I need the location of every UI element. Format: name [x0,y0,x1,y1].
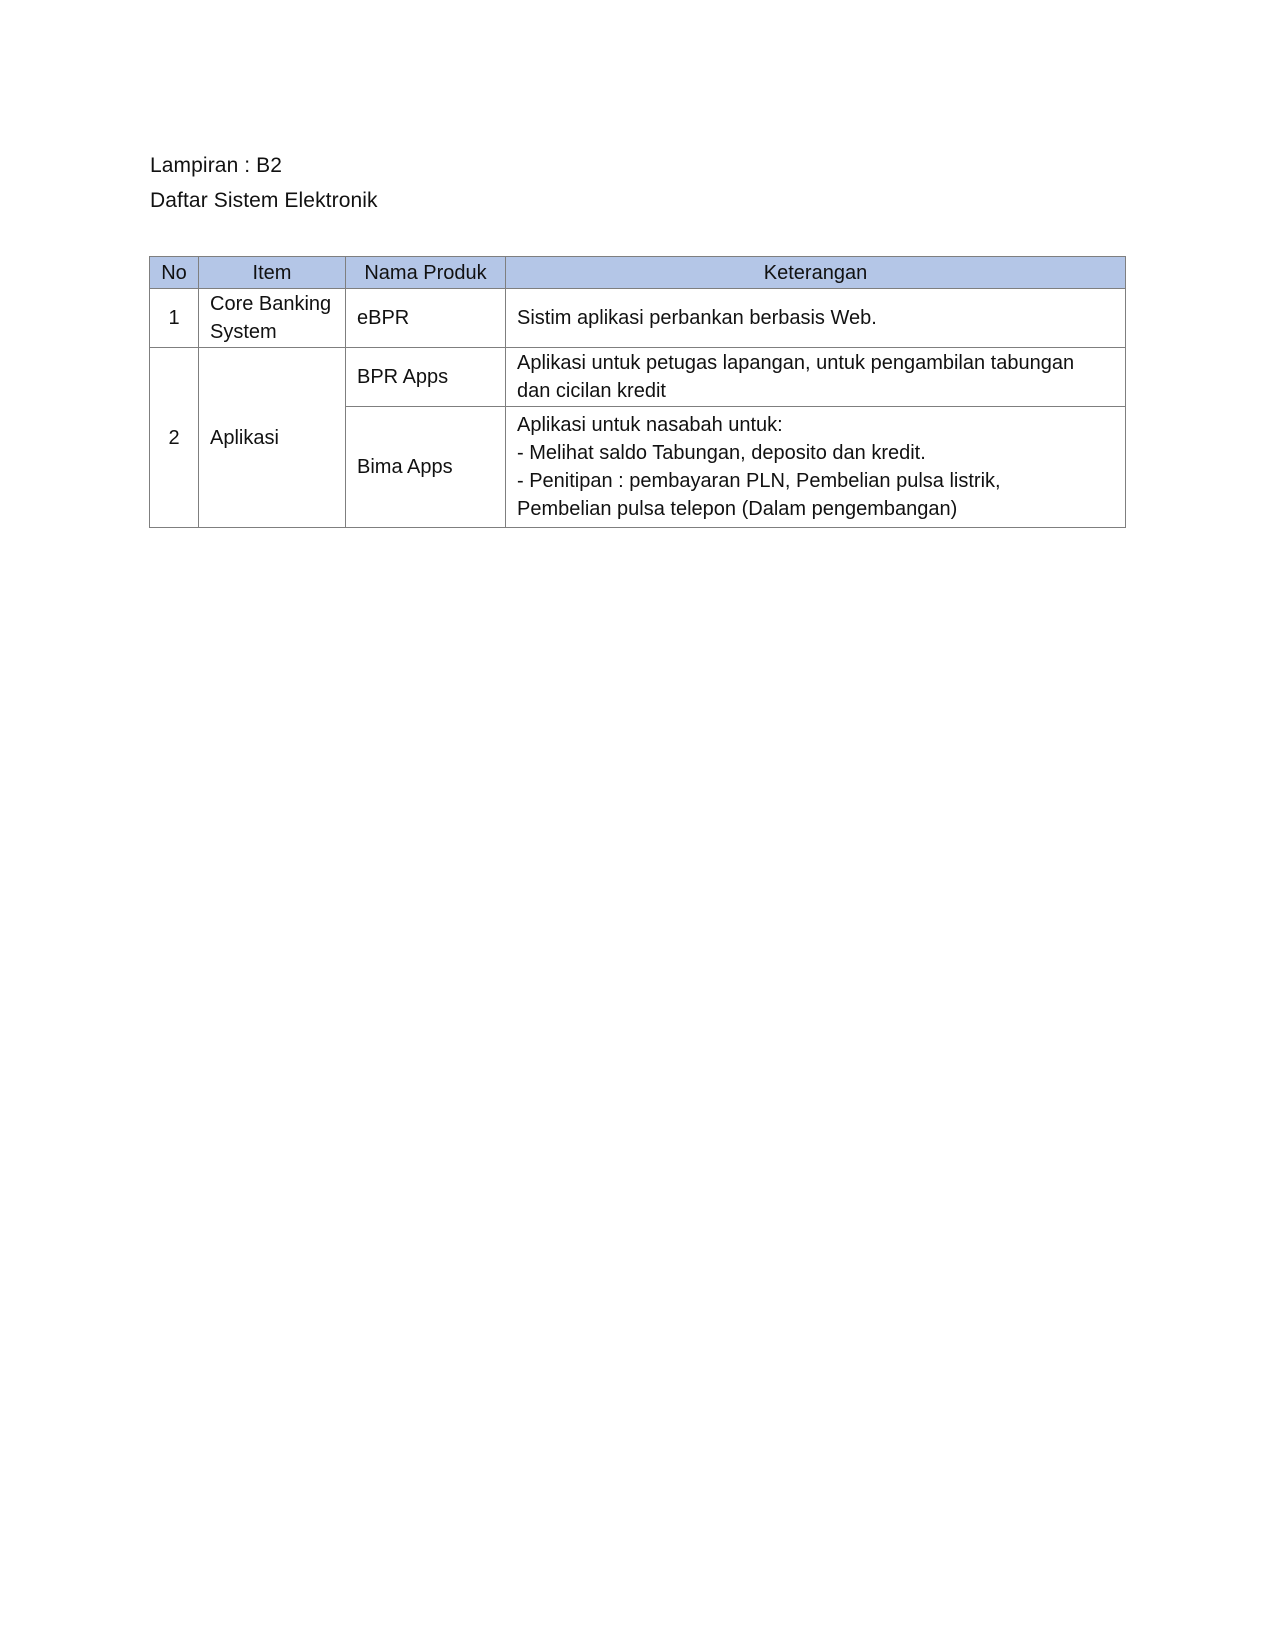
header-description: Keterangan [506,257,1126,289]
cell-description [506,407,1126,528]
cell-item: Core Banking System [199,289,346,348]
cell-item: Aplikasi [199,348,346,528]
attachment-label: Lampiran : B2 [150,154,283,177]
cell-product: BPR Apps [346,348,506,407]
cell-no: 1 [150,289,199,348]
table-row [150,348,1126,407]
cell-description: Sistim aplikasi perbankan berbasis Web. [506,289,1126,348]
systems-table [149,256,1126,528]
description-line: Aplikasi untuk nasabah untuk: [517,414,783,436]
cell-product: eBPR [346,289,506,348]
document-title: Daftar Sistem Elektronik [150,189,378,212]
description-line: dan cicilan kredit [517,380,666,402]
description-line: Aplikasi untuk petugas lapangan, untuk pengambilan tabungan [517,352,1075,374]
description-line: - Penitipan : pembayaran PLN, Pembelian pulsa listrik, [517,470,1001,492]
header-no: No [150,257,199,289]
header-product-name: Nama Produk [346,257,506,289]
description-line: - Melihat saldo Tabungan, deposito dan kredit. [517,442,926,464]
table-header-row [150,257,1126,289]
cell-no: 2 [150,348,199,528]
description-line: Pembelian pulsa telepon (Dalam pengembangan) [517,498,958,520]
cell-description [506,348,1126,407]
cell-product: Bima Apps [346,407,506,528]
table-row [150,289,1126,348]
header-item: Item [199,257,346,289]
